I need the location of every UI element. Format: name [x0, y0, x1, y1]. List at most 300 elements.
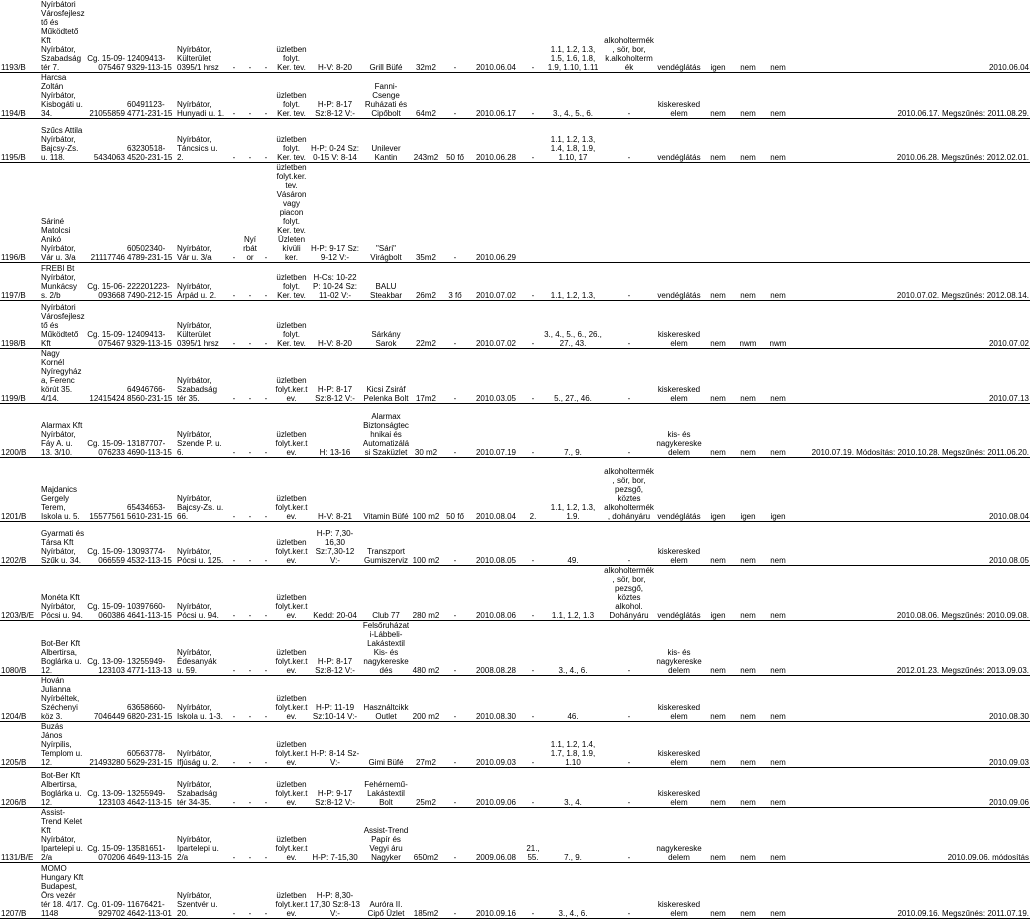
cell-area: 30 m2 — [411, 404, 441, 458]
cell-excise-goods: alkoholtermék, sör, bor, k.alkoholtermék — [603, 0, 655, 73]
cell-remarks: 2010.08.05 — [793, 522, 1030, 566]
cell-online: - — [258, 768, 274, 808]
cell-activity: üzletben folyt.ker.tev. — [274, 768, 309, 808]
cell-start-date: 2010.08.06 — [469, 566, 523, 621]
cell-area: 100 m2 — [411, 458, 441, 522]
cell-reg-number: 7046449 — [86, 676, 126, 722]
cell-reg-number: Cg. 15-09-076233 — [86, 404, 126, 458]
cell-activity: üzletben folyt.ker.tev. — [274, 566, 309, 621]
cell-market: - — [242, 522, 258, 566]
cell-activity: üzletben folyt.ker.tev. — [274, 863, 309, 919]
cell-trade-type: vendéglátás — [655, 458, 703, 522]
cell-goods-class: 49. — [543, 522, 603, 566]
cell-area: 17m2 — [411, 349, 441, 404]
cell-class: 21., 55. — [523, 808, 543, 863]
cell-mobile: - — [226, 263, 242, 301]
cell-excise-goods — [603, 163, 655, 263]
cell-alcohol: nem — [703, 676, 733, 722]
cell-address: Nyírbátor, Szabadság tér 35. — [176, 349, 226, 404]
cell-reg-number: 12415424 — [86, 349, 126, 404]
cell-trade-type: vendéglátás — [655, 119, 703, 163]
cell-class — [523, 163, 543, 263]
cell-opening-hours: H-P: 8-17 Sz:8-12 V:- — [309, 621, 361, 676]
cell-goods-class: 3., 4., 5., 6., 26., 27., 43. — [543, 301, 603, 349]
cell-gaming: nem — [763, 863, 793, 919]
cell-market: - — [242, 621, 258, 676]
cell-mobile: - — [226, 808, 242, 863]
cell-alcohol: nem — [703, 301, 733, 349]
cell-activity: üzletben folyt.ker.tev. — [274, 404, 309, 458]
cell-reg-number: Cg. 13-09-123103 — [86, 768, 126, 808]
cell-market: - — [242, 768, 258, 808]
cell-activity: üzletben folyt.ker.tev. — [274, 676, 309, 722]
cell-opening-hours: H: 13-16 — [309, 404, 361, 458]
table-row — [0, 676, 1030, 722]
cell-shop-name: Transzport Gumiszerviz — [361, 522, 411, 566]
cell-goods-class — [543, 163, 603, 263]
cell-start-date: 2010.06.29 — [469, 163, 523, 263]
cell-reg-number: Cg. 15-09-070206 — [86, 808, 126, 863]
cell-class: - — [523, 676, 543, 722]
cell-reg-no: 1201/B — [0, 458, 40, 522]
cell-operator: Hován Julianna Nyírbéltek, Széchenyi köz 3. — [40, 676, 86, 722]
cell-market: - — [242, 676, 258, 722]
cell-excise-goods: - — [603, 722, 655, 768]
cell-opening-hours: H-P: 8,30-17,30 Sz:8-13 V:- — [309, 863, 361, 919]
cell-address: Nyírbátor, Ipartelepi u. 2/a — [176, 808, 226, 863]
cell-start-date: 2010.07.02 — [469, 263, 523, 301]
cell-reg-number: 21117746 — [86, 163, 126, 263]
cell-operator: Alarmax Kft Nyírbátor, Fáy A. u. 13. 3/10. — [40, 404, 86, 458]
cell-shop-name: Grill Büfé — [361, 0, 411, 73]
cell-class: - — [523, 768, 543, 808]
cell-reg-no: 1199/B — [0, 349, 40, 404]
cell-online: - — [258, 73, 274, 119]
cell-start-date: 2010.06.28 — [469, 119, 523, 163]
cell-shop-name: Fanni-Csenge Ruházati és Cipőbolt — [361, 73, 411, 119]
cell-goods-class: 3., 4., 5., 6. — [543, 73, 603, 119]
cell-operator: Monéta Kft Nyírbátor, Pócsi u. 94. — [40, 566, 86, 621]
cell-online: - — [258, 676, 274, 722]
cell-reg-number: Cg. 15-09-075467 — [86, 301, 126, 349]
cell-smoking: nem — [733, 0, 763, 73]
cell-smoking: nem — [733, 621, 763, 676]
cell-market: - — [242, 722, 258, 768]
cell-reg-number: 21493280 — [86, 722, 126, 768]
cell-area: 650m2 — [411, 808, 441, 863]
table-row — [0, 768, 1030, 808]
cell-stat-number: 12409413-9329-113-15 — [126, 301, 176, 349]
cell-opening-hours: H-Cs: 10-22 P: 10-24 Sz: 11-02 V:- — [309, 263, 361, 301]
cell-alcohol: nem — [703, 768, 733, 808]
cell-online: - — [258, 263, 274, 301]
cell-class: - — [523, 73, 543, 119]
cell-smoking: nem — [733, 768, 763, 808]
cell-reg-no: 1200/B — [0, 404, 40, 458]
cell-class: - — [523, 301, 543, 349]
cell-capacity: - — [441, 676, 469, 722]
cell-trade-type: vendéglátás — [655, 566, 703, 621]
cell-alcohol: nem — [703, 73, 733, 119]
cell-area: 64m2 — [411, 73, 441, 119]
cell-excise-goods: - — [603, 263, 655, 301]
cell-operator: Buzás János Nyírpilis, Templom u. 12. — [40, 722, 86, 768]
cell-activity: üzletben folyt.ker.tev. — [274, 808, 309, 863]
cell-start-date: 2010.06.17 — [469, 73, 523, 119]
cell-reg-no: 1196/B — [0, 163, 40, 263]
cell-trade-type: kiskereskedelem — [655, 349, 703, 404]
cell-stat-number: 63230518-4520-231-15 — [126, 119, 176, 163]
table-row — [0, 73, 1030, 119]
cell-capacity: - — [441, 73, 469, 119]
cell-alcohol: nem — [703, 522, 733, 566]
cell-capacity: - — [441, 768, 469, 808]
cell-alcohol: nem — [703, 119, 733, 163]
cell-shop-name: Vitamin Büfé — [361, 458, 411, 522]
table-row — [0, 722, 1030, 768]
cell-operator: Bot-Ber Kft Albertirsa, Boglárka u. 12. — [40, 621, 86, 676]
cell-address: Nyírbátor, Pócsi u. 94. — [176, 566, 226, 621]
cell-opening-hours: H-P: 7,30-16,30 Sz:7,30-12 V:- — [309, 522, 361, 566]
cell-shop-name: Használtcikk Outlet — [361, 676, 411, 722]
cell-reg-no: 1131/B/E — [0, 808, 40, 863]
cell-market: - — [242, 301, 258, 349]
cell-operator: Bot-Ber Kft Albertirsa, Boglárka u. 12. — [40, 768, 86, 808]
cell-class: - — [523, 119, 543, 163]
table-row — [0, 404, 1030, 458]
cell-goods-class: 1.1, 1.2, 1.3, 1.4, 1.8, 1.9, 1.10, 17 — [543, 119, 603, 163]
cell-remarks: 2010.08.04 — [793, 458, 1030, 522]
cell-online: - — [258, 722, 274, 768]
cell-mobile: - — [226, 676, 242, 722]
cell-capacity: - — [441, 0, 469, 73]
cell-address: Nyírbátor, Ifjúság u. 2. — [176, 722, 226, 768]
cell-stat-number: 12409413-9329-113-15 — [126, 0, 176, 73]
cell-online: - — [258, 566, 274, 621]
cell-opening-hours: H-P: 9-17 Sz:8-12 V:- — [309, 768, 361, 808]
cell-reg-no: 1198/B — [0, 301, 40, 349]
cell-activity: üzletben folyt.ker.tev. — [274, 722, 309, 768]
cell-reg-number: 21055859 — [86, 73, 126, 119]
cell-alcohol: nem — [703, 263, 733, 301]
cell-alcohol: nem — [703, 349, 733, 404]
cell-start-date: 2010.06.04 — [469, 0, 523, 73]
cell-class: - — [523, 349, 543, 404]
cell-shop-name: Fehérnemű-Lakástextil Bolt — [361, 768, 411, 808]
table-row — [0, 163, 1030, 263]
cell-operator: Harcsa Zoltán Nyírbátor, Kisbogáti u. 34. — [40, 73, 86, 119]
cell-stat-number: 13093774-4532-113-15 — [126, 522, 176, 566]
cell-market: - — [242, 73, 258, 119]
cell-opening-hours: H-P: 7-15,30 — [309, 808, 361, 863]
cell-reg-no: 1206/B — [0, 768, 40, 808]
cell-reg-no: 1205/B — [0, 722, 40, 768]
cell-alcohol: nem — [703, 621, 733, 676]
cell-goods-class: 1.1, 1.2, 1.4, 1.7, 1.8, 1.9, 1.10 — [543, 722, 603, 768]
cell-goods-class: 1.1, 1.2, 1.3, 1.5, 1.6, 1.8, 1.9, 1.10, 1.11 — [543, 0, 603, 73]
cell-reg-no: 1203/B/E — [0, 566, 40, 621]
cell-capacity: - — [441, 722, 469, 768]
cell-alcohol: igen — [703, 566, 733, 621]
cell-stat-number: 64946766-8560-231-15 — [126, 349, 176, 404]
cell-trade-type: kiskereskedelem — [655, 73, 703, 119]
cell-mobile: - — [226, 404, 242, 458]
cell-remarks: 2010.07.02. Megszűnés: 2012.08.14. — [793, 263, 1030, 301]
cell-gaming: nem — [763, 566, 793, 621]
cell-remarks: 2010.09.06. módosítás — [793, 808, 1030, 863]
cell-gaming: nem — [763, 349, 793, 404]
cell-area: 22m2 — [411, 301, 441, 349]
cell-opening-hours: H-P: 8-14 Sz-V:- — [309, 722, 361, 768]
cell-market: - — [242, 0, 258, 73]
cell-operator: Sáriné Matolcsi Anikó Nyírbátor, Vár u. 3/a — [40, 163, 86, 263]
cell-smoking: nem — [733, 263, 763, 301]
cell-activity: üzletben folyt.ker. tev. Vásáron vagy piacon folyt. Ker. tev. Üzleten kívüli ker. — [274, 163, 309, 263]
cell-trade-type: kiskereskedelem — [655, 768, 703, 808]
table-row — [0, 458, 1030, 522]
cell-stat-number: 63658660-6820-231-15 — [126, 676, 176, 722]
cell-gaming: nem — [763, 621, 793, 676]
cell-shop-name: Assist-Trend Papír és Vegyi áru Nagyker — [361, 808, 411, 863]
cell-area: 100 m2 — [411, 522, 441, 566]
cell-smoking: igen — [733, 458, 763, 522]
cell-area: 480 m2 — [411, 621, 441, 676]
cell-shop-name: Unilever Kantin — [361, 119, 411, 163]
cell-stat-number: 60491123-4771-231-15 — [126, 73, 176, 119]
cell-reg-no: 1207/B — [0, 863, 40, 919]
cell-gaming: nem — [763, 722, 793, 768]
cell-address: Nyírbátor, Külterület 0395/1 hrsz — [176, 0, 226, 73]
cell-smoking: nem — [733, 566, 763, 621]
cell-opening-hours: H-P: 9-17 Sz: 9-12 V:- — [309, 163, 361, 263]
cell-gaming: nem — [763, 676, 793, 722]
cell-activity: üzletben folyt. Ker. tev. — [274, 301, 309, 349]
cell-class: - — [523, 722, 543, 768]
cell-start-date: 2008.08.28 — [469, 621, 523, 676]
cell-market: - — [242, 863, 258, 919]
cell-start-date: 2010.07.19 — [469, 404, 523, 458]
cell-smoking — [733, 163, 763, 263]
cell-operator: Majdanics Gergely Terem, Iskola u. 5. — [40, 458, 86, 522]
cell-gaming: nem — [763, 404, 793, 458]
cell-shop-name: "Sári" Virágbolt — [361, 163, 411, 263]
cell-activity: üzletben folyt.ker.tev. — [274, 458, 309, 522]
cell-goods-class: 46. — [543, 676, 603, 722]
cell-smoking: nem — [733, 522, 763, 566]
cell-online: - — [258, 522, 274, 566]
cell-mobile: - — [226, 522, 242, 566]
cell-remarks: 2010.07.19. Módosítás: 2010.10.28. Megszűnés: 2011.06.20. — [793, 404, 1030, 458]
cell-remarks: 2010.06.04 — [793, 0, 1030, 73]
cell-market: - — [242, 263, 258, 301]
cell-reg-number: Cg. 15-09-060386 — [86, 566, 126, 621]
cell-excise-goods: alkoholtermék, sör, bor, pezsgő, köztes alkohol. Dohányáru — [604, 566, 654, 620]
cell-excise-goods: - — [603, 73, 655, 119]
table-row — [0, 566, 1030, 621]
table-row — [0, 0, 1030, 73]
cell-excise-goods: - — [603, 119, 655, 163]
cell-market: - — [242, 119, 258, 163]
cell-remarks: 2010.08.06. Megszűnés: 2010.09.08. — [793, 566, 1030, 621]
cell-online: - — [258, 404, 274, 458]
cell-stat-number: 13255949-4642-113-15 — [126, 768, 176, 808]
cell-address: Nyírbátor, Pócsi u. 125. — [176, 522, 226, 566]
cell-excise-goods: - — [603, 349, 655, 404]
cell-stat-number: 13581651-4649-113-15 — [126, 808, 176, 863]
cell-trade-type: kiskereskedelem — [655, 301, 703, 349]
cell-online: - — [258, 863, 274, 919]
cell-trade-type: kiskereskedelem — [655, 522, 703, 566]
cell-start-date: 2010.03.05 — [469, 349, 523, 404]
cell-address: Nyírbátor, Külterület 0395/1 hrsz — [176, 301, 226, 349]
cell-goods-class: 1.1, 1.2, 1.3, 1.9. — [543, 458, 603, 522]
cell-gaming: nem — [763, 0, 793, 73]
cell-online: - — [258, 349, 274, 404]
cell-start-date: 2010.08.30 — [469, 676, 523, 722]
cell-class: - — [523, 863, 543, 919]
cell-operator: Assist-Trend Kelet Kft Nyírbátor, Ipartelepi u. 2/a — [40, 808, 86, 863]
cell-gaming: nem — [763, 522, 793, 566]
cell-remarks: 2010.08.30 — [793, 676, 1030, 722]
cell-trade-type: nagykereskedelem — [655, 808, 703, 863]
cell-remarks: 2012.01.23. Megszűnés: 2013.09.03. — [793, 621, 1030, 676]
cell-area: 32m2 — [411, 0, 441, 73]
cell-online: - — [258, 119, 274, 163]
cell-class: - — [523, 0, 543, 73]
cell-reg-no: 1202/B — [0, 522, 40, 566]
cell-class: - — [523, 522, 543, 566]
cell-reg-number: Cg. 01-09-929702 — [86, 863, 126, 919]
cell-online: - — [258, 0, 274, 73]
cell-goods-class: 1.1, 1.2, 1.3 — [543, 566, 603, 621]
cell-start-date: 2010.09.03 — [469, 722, 523, 768]
cell-address: Nyírbátor, Szende P. u. 6. — [176, 404, 226, 458]
cell-remarks: 2010.09.03 — [793, 722, 1030, 768]
cell-mobile: - — [226, 163, 242, 263]
cell-activity: üzletben folyt. Ker. tev. — [274, 0, 309, 73]
cell-capacity: - — [441, 301, 469, 349]
cell-area: 185m2 — [411, 863, 441, 919]
cell-capacity: - — [441, 863, 469, 919]
cell-gaming: nem — [763, 768, 793, 808]
cell-capacity: - — [441, 349, 469, 404]
cell-capacity: 50 fő — [441, 458, 469, 522]
cell-class: - — [523, 566, 543, 621]
cell-activity: üzletben folyt.ker.tev. — [274, 522, 309, 566]
cell-address: Nyírbátor, Szabadság tér 34-35. — [176, 768, 226, 808]
table-row — [0, 621, 1030, 676]
cell-start-date: 2010.07.02 — [469, 301, 523, 349]
table-row — [0, 808, 1030, 863]
cell-smoking: nem — [733, 404, 763, 458]
cell-start-date: 2010.08.05 — [469, 522, 523, 566]
cell-activity: üzletben folyt. Ker. tev. — [274, 73, 309, 119]
cell-market: - — [242, 404, 258, 458]
cell-mobile: - — [226, 0, 242, 73]
cell-excise-goods: - — [603, 808, 655, 863]
cell-opening-hours: Kedd: 20-04 — [309, 566, 361, 621]
cell-gaming: nem — [763, 263, 793, 301]
cell-trade-type: kiskereskedelem — [655, 722, 703, 768]
cell-start-date: 2010.09.16 — [469, 863, 523, 919]
cell-address: Nyírbátor, Bajcsy-Zs. u. 66. — [176, 458, 226, 522]
cell-shop-name: Gimi Büfé — [361, 722, 411, 768]
cell-reg-number: Cg. 15-09-075467 — [86, 0, 126, 73]
cell-opening-hours: H-P: 0-24 Sz: 0-15 V: 8-14 — [309, 119, 361, 163]
cell-mobile: - — [226, 458, 242, 522]
cell-capacity: - — [441, 808, 469, 863]
cell-address: Nyírbátor, Iskola u. 1-3. — [176, 676, 226, 722]
cell-reg-number: Cg. 15-09-066559 — [86, 522, 126, 566]
cell-online: - — [258, 621, 274, 676]
table-row — [0, 522, 1030, 566]
cell-area: 27m2 — [411, 722, 441, 768]
cell-remarks — [793, 163, 1030, 263]
cell-capacity: - — [441, 522, 469, 566]
cell-trade-type: kiskereskedelem — [655, 676, 703, 722]
cell-area: 25m2 — [411, 768, 441, 808]
cell-mobile: - — [226, 566, 242, 621]
cell-goods-class: 5., 27., 46. — [543, 349, 603, 404]
cell-stat-number: 222201223-7490-212-15 — [126, 263, 176, 301]
cell-reg-no: 1193/B — [0, 0, 40, 73]
cell-alcohol — [703, 163, 733, 263]
cell-trade-type: vendéglátás — [655, 263, 703, 301]
cell-operator: Gyarmati és Társa Kft Nyírbátor, Szűk u. 34. — [40, 522, 86, 566]
cell-remarks: 2010.09.16. Megszűnés: 2011.07.19. — [793, 863, 1030, 919]
cell-capacity: 3 fő — [441, 263, 469, 301]
cell-smoking: nwm — [733, 301, 763, 349]
table-row — [0, 349, 1030, 404]
table-row — [0, 263, 1030, 301]
cell-operator: FREBI Bt Nyírbátor, Munkácsy s. 2/b — [40, 263, 86, 301]
cell-mobile: - — [226, 301, 242, 349]
cell-class: - — [523, 263, 543, 301]
cell-area: 200 m2 — [411, 676, 441, 722]
cell-address: Nyírbátor, Szentvér u. 20. — [176, 863, 226, 919]
cell-area: 280 m2 — [411, 566, 441, 621]
cell-excise-goods: - — [603, 522, 655, 566]
cell-market: - — [242, 349, 258, 404]
cell-stat-number: 65434653-5610-231-15 — [126, 458, 176, 522]
cell-smoking: nem — [733, 722, 763, 768]
cell-remarks: 2010.06.17. Megszűnés: 2011.08.29. — [793, 73, 1030, 119]
cell-reg-no: 1080/B — [0, 621, 40, 676]
cell-capacity: - — [441, 404, 469, 458]
cell-activity: üzletben folyt. Ker. tev. — [274, 263, 309, 301]
cell-gaming: nem — [763, 119, 793, 163]
cell-mobile: - — [226, 119, 242, 163]
cell-alcohol: nem — [703, 863, 733, 919]
cell-smoking: nem — [733, 119, 763, 163]
cell-excise-goods: - — [603, 404, 655, 458]
cell-area: 243m2 — [411, 119, 441, 163]
cell-capacity: - — [441, 566, 469, 621]
cell-opening-hours: H-V: 8-20 — [309, 0, 361, 73]
cell-reg-no: 1197/B — [0, 263, 40, 301]
table-row — [0, 119, 1030, 163]
cell-smoking: nem — [733, 808, 763, 863]
table-row — [0, 863, 1030, 919]
cell-mobile: - — [226, 722, 242, 768]
cell-area: 26m2 — [411, 263, 441, 301]
cell-reg-no: 1195/B — [0, 119, 40, 163]
cell-online: - — [258, 163, 274, 263]
cell-alcohol: nem — [703, 808, 733, 863]
cell-class: 2. — [523, 458, 543, 522]
cell-operator: Nagy Kornél Nyíregyháza, Ferenc körút 35. 4/14. — [40, 349, 86, 404]
cell-shop-name: Club 77 — [361, 566, 411, 621]
